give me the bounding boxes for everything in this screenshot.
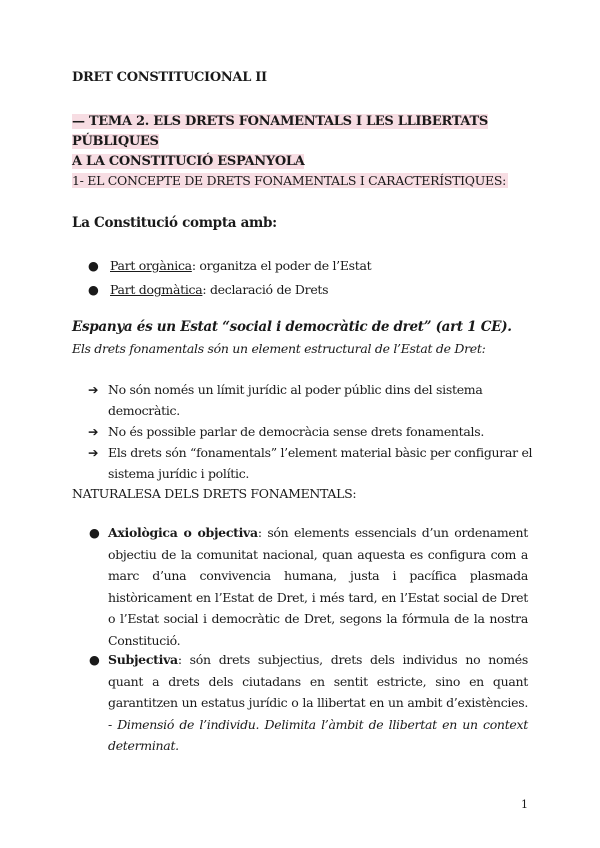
list-item-text: No és possible parlar de democràcia sense drets fonamentals. (108, 424, 485, 439)
axiologica-paragraph (89, 522, 528, 651)
bullet-icon: ● (89, 525, 100, 540)
list-item (88, 256, 371, 280)
list-item (88, 421, 534, 442)
arrow-list (88, 379, 534, 484)
list-item-text: Els drets són “fonamentals” l’element material bàsic per configurar el sistema jurídic i polític. (108, 445, 533, 481)
list-item-text: No són només un límit jurídic al poder públic dins del sistema democràtic. (108, 382, 483, 418)
list-item (88, 280, 371, 304)
subjectiva-paragraph (89, 649, 528, 757)
list-item-term: Part dogmàtica (110, 282, 203, 297)
topic-heading-line1: — TEMA 2. ELS DRETS FONAMENTALS I LES LLIBERTATS PÚBLIQUES (72, 114, 488, 149)
list-item-desc: : organitza el poder de l’Estat (191, 258, 372, 273)
bullet-icon: ● (88, 258, 99, 273)
document-title: DRET CONSTITUCIONAL II (72, 70, 267, 85)
list-item (88, 442, 534, 484)
paragraph-term: Subjectiva (108, 652, 178, 667)
espanya-subheading: Els drets fonamentals són un element estructural de l’Estat de Dret: (72, 341, 486, 356)
page-number: 1 (521, 798, 528, 811)
topic-heading-line2: A LA CONSTITUCIÓ ESPANYOLA (72, 154, 305, 169)
list-item-term: Part orgànica (110, 258, 192, 273)
list-item-desc: : declaració de Drets (202, 282, 329, 297)
arrow-right-icon: ➔ (88, 424, 99, 439)
paragraph-italic-text: Dimensió de l’individu. Delimita l’àmbit de llibertat en un context determinat. (108, 716, 528, 753)
espanya-heading: Espanya és un Estat “social i democràtic de dret” (art 1 CE). (72, 319, 512, 335)
topic-heading (72, 112, 532, 172)
naturalesa-title: NATURALESA DELS DRETS FONAMENTALS: (72, 486, 357, 501)
list-item (88, 379, 534, 421)
paragraph-term: Axiològica o objectiva (108, 525, 258, 540)
arrow-right-icon: ➔ (88, 445, 99, 460)
bullet-icon: ● (89, 652, 100, 667)
bullet-icon: ● (88, 282, 99, 297)
section-title: 1- EL CONCEPTE DE DRETS FONAMENTALS I CARACTERÍSTIQUES: (72, 173, 506, 188)
constitution-heading: La Constitució compta amb: (72, 215, 277, 231)
arrow-right-icon: ➔ (88, 382, 99, 397)
constitution-parts-list (88, 256, 371, 304)
paragraph-text: : són drets subjectius, drets dels individus no només quant a drets dels ciutadans en sentit estricte, sino en quant garantitzen un estatus jurídic o la llibertat en un ambit d’existències. - (108, 652, 528, 732)
paragraph-text: : són elements essencials d’un ordenament objectiu de la comunitat nacional, quan aquesta es configura com a marc d’una convivencia humana, justa i pacífica plasmada històricament en l’Estat de Dret, i més tard, en l’Estat social de Dret o l’Estat social i democràtic de Dret, segons la fórmula de la nostra Constitució. (108, 525, 528, 648)
